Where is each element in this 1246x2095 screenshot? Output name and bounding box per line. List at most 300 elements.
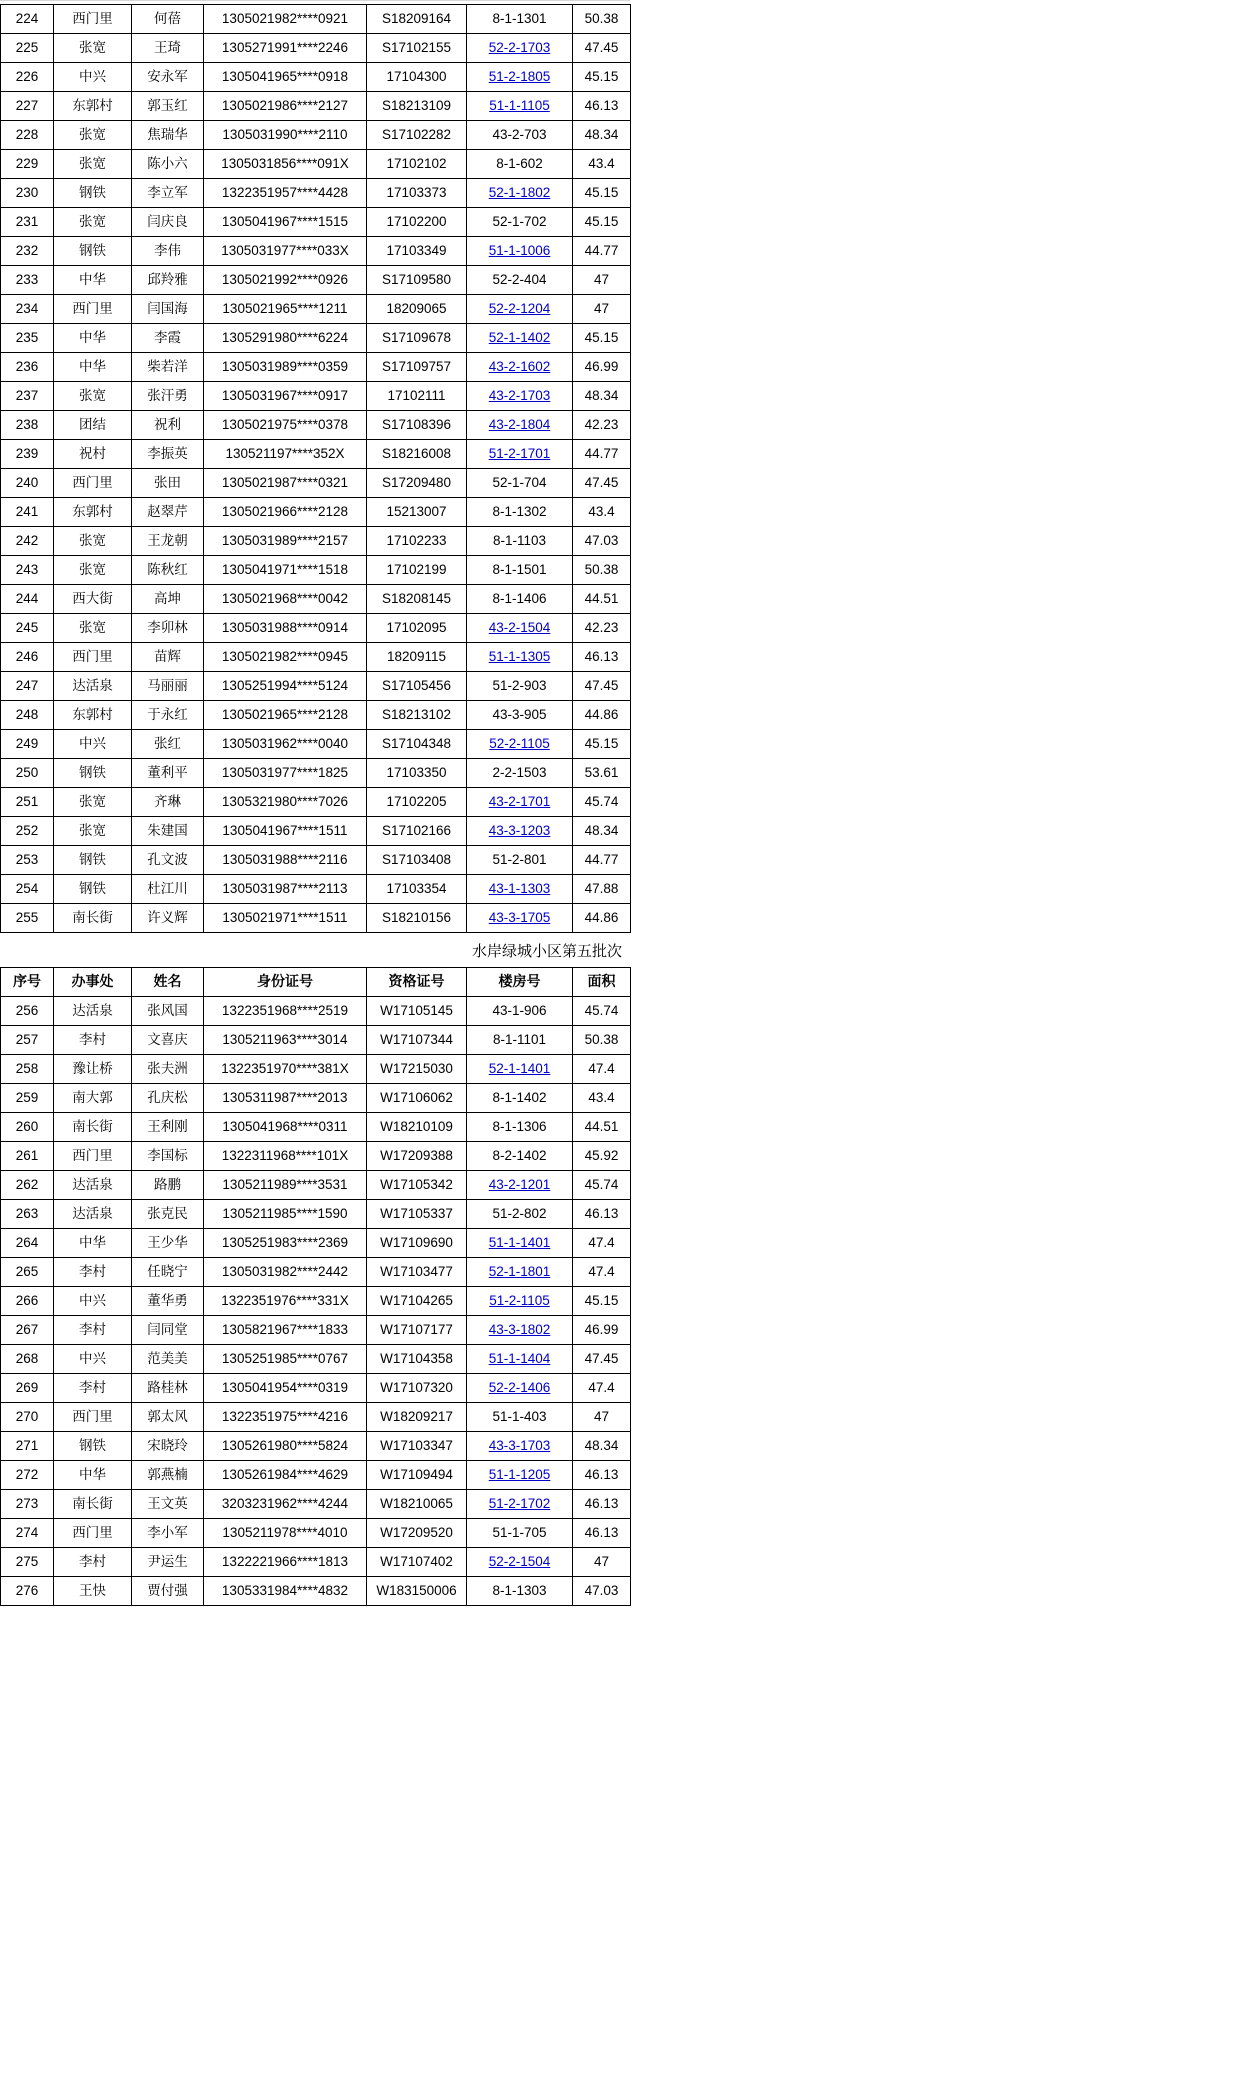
- cell-idx: 266: [1, 1287, 54, 1316]
- cell-name: 朱建国: [132, 817, 204, 846]
- table-row: [1, 1084, 631, 1113]
- table-row: [1, 1345, 631, 1374]
- cell-cert: 17103354: [367, 875, 467, 904]
- cell-name: 赵翠芹: [132, 498, 204, 527]
- cell-id: 1305041965****0918: [204, 63, 367, 92]
- cell-area: 50.38: [573, 556, 631, 585]
- cell-office: 李村: [54, 1316, 132, 1345]
- cell-office: 西门里: [54, 5, 132, 34]
- building-number-link[interactable]: 52-1-1802: [488, 184, 551, 200]
- cell-area: 42.23: [573, 411, 631, 440]
- cell-name: 任晓宁: [132, 1258, 204, 1287]
- building-number-link[interactable]: 52-2-1504: [488, 1553, 551, 1569]
- cell-cert: S17102166: [367, 817, 467, 846]
- table-row: [1, 672, 631, 701]
- building-number-link[interactable]: 43-2-1701: [488, 793, 551, 809]
- cell-idx: 238: [1, 411, 54, 440]
- cell-id: 1305031962****0040: [204, 730, 367, 759]
- cell-area: 50.38: [573, 5, 631, 34]
- cell-area: 45.15: [573, 324, 631, 353]
- cell-name: 王文英: [132, 1490, 204, 1519]
- cell-area: 43.4: [573, 1084, 631, 1113]
- building-number-link[interactable]: 51-1-1205: [488, 1466, 551, 1482]
- cell-area: 46.13: [573, 1519, 631, 1548]
- cell-id: 1305021982****0921: [204, 5, 367, 34]
- cell-area: 53.61: [573, 759, 631, 788]
- table-row: [1, 1490, 631, 1519]
- cell-office: 祝村: [54, 440, 132, 469]
- cell-idx: 263: [1, 1200, 54, 1229]
- cell-office: 中华: [54, 324, 132, 353]
- building-number-link[interactable]: 52-1-1401: [488, 1060, 551, 1076]
- cell-idx: 232: [1, 237, 54, 266]
- column-header-office: 办事处: [54, 968, 132, 997]
- cell-name: 张汗勇: [132, 382, 204, 411]
- cell-bldg[interactable]: [467, 1171, 573, 1200]
- cell-id: 1305021971****1511: [204, 904, 367, 933]
- cell-cert: W17105337: [367, 1200, 467, 1229]
- cell-idx: 244: [1, 585, 54, 614]
- cell-name: 于永红: [132, 701, 204, 730]
- cell-id: 1305211989****3531: [204, 1171, 367, 1200]
- cell-bldg[interactable]: [467, 1229, 573, 1258]
- table-row: [1, 788, 631, 817]
- cell-office: 达活泉: [54, 1200, 132, 1229]
- cell-idx: 231: [1, 208, 54, 237]
- cell-id: 1305041968****0311: [204, 1113, 367, 1142]
- table-one-section: [0, 4, 630, 933]
- cell-name: 张红: [132, 730, 204, 759]
- cell-idx: 254: [1, 875, 54, 904]
- cell-bldg: 8-1-1103: [467, 527, 573, 556]
- building-number-link[interactable]: 51-2-1701: [488, 445, 551, 461]
- cell-area: 45.15: [573, 1287, 631, 1316]
- cell-id: 1305021966****2128: [204, 498, 367, 527]
- cell-office: 中华: [54, 266, 132, 295]
- cell-bldg[interactable]: [467, 1548, 573, 1577]
- cell-name: 王少华: [132, 1229, 204, 1258]
- cell-office: 西门里: [54, 643, 132, 672]
- cell-cert: W17105145: [367, 997, 467, 1026]
- cell-bldg: 8-2-1402: [467, 1142, 573, 1171]
- cell-idx: 256: [1, 997, 54, 1026]
- table-row: [1, 1461, 631, 1490]
- cell-id: 1305031990****2110: [204, 121, 367, 150]
- cell-area: 44.77: [573, 440, 631, 469]
- cell-bldg[interactable]: [467, 1287, 573, 1316]
- building-number-link[interactable]: 51-2-1805: [488, 68, 551, 84]
- allocation-table-first: [0, 4, 631, 933]
- building-number-link[interactable]: 43-2-1804: [488, 416, 551, 432]
- cell-office: 钢铁: [54, 1432, 132, 1461]
- cell-cert: S17103408: [367, 846, 467, 875]
- table-row: [1, 179, 631, 208]
- cell-bldg: 51-2-802: [467, 1200, 573, 1229]
- cell-id: 1305331984****4832: [204, 1577, 367, 1606]
- cell-bldg[interactable]: [467, 1055, 573, 1084]
- cell-name: 李霞: [132, 324, 204, 353]
- cell-cert: 17103350: [367, 759, 467, 788]
- cell-office: 西门里: [54, 295, 132, 324]
- table-row: [1, 295, 631, 324]
- cell-cert: W17104265: [367, 1287, 467, 1316]
- cell-name: 李振英: [132, 440, 204, 469]
- cell-name: 董华勇: [132, 1287, 204, 1316]
- building-number-link[interactable]: 51-2-1702: [488, 1495, 551, 1511]
- cell-name: 安永军: [132, 63, 204, 92]
- table-row: [1, 1258, 631, 1287]
- table-row: [1, 730, 631, 759]
- cell-area: 47.4: [573, 1374, 631, 1403]
- cell-bldg: 8-1-602: [467, 150, 573, 179]
- table-row: [1, 324, 631, 353]
- cell-name: 王龙朝: [132, 527, 204, 556]
- cell-area: 45.74: [573, 788, 631, 817]
- cell-idx: 250: [1, 759, 54, 788]
- building-number-link[interactable]: 51-1-1006: [488, 242, 551, 258]
- cell-cert: 17102095: [367, 614, 467, 643]
- cell-cert: W17215030: [367, 1055, 467, 1084]
- cell-bldg[interactable]: [467, 904, 573, 933]
- cell-idx: 249: [1, 730, 54, 759]
- table-row: [1, 875, 631, 904]
- cell-area: 44.86: [573, 904, 631, 933]
- cell-area: 44.77: [573, 237, 631, 266]
- cell-id: 1305031988****2116: [204, 846, 367, 875]
- cell-cert: W17104358: [367, 1345, 467, 1374]
- cell-bldg[interactable]: [467, 63, 573, 92]
- cell-office: 南长街: [54, 1490, 132, 1519]
- cell-office: 李村: [54, 1374, 132, 1403]
- table-row: [1, 121, 631, 150]
- table-row: [1, 382, 631, 411]
- cell-area: 48.34: [573, 121, 631, 150]
- cell-idx: 239: [1, 440, 54, 469]
- table-row: [1, 63, 631, 92]
- cell-name: 邱羚雅: [132, 266, 204, 295]
- cell-cert: 17102200: [367, 208, 467, 237]
- cell-area: 46.99: [573, 353, 631, 382]
- table-row: [1, 1055, 631, 1084]
- cell-cert: 17103349: [367, 237, 467, 266]
- cell-bldg[interactable]: [467, 614, 573, 643]
- table-row: [1, 817, 631, 846]
- table-row: [1, 1287, 631, 1316]
- table-row: [1, 1519, 631, 1548]
- cell-cert: W17105342: [367, 1171, 467, 1200]
- table-row: [1, 1548, 631, 1577]
- cell-id: 1305251983****2369: [204, 1229, 367, 1258]
- section-title-band: [0, 933, 630, 967]
- cell-idx: 259: [1, 1084, 54, 1113]
- cell-office: 南长街: [54, 1113, 132, 1142]
- cell-office: 张宽: [54, 208, 132, 237]
- cell-idx: 227: [1, 92, 54, 121]
- cell-bldg[interactable]: [467, 643, 573, 672]
- cell-id: 1322351957****4428: [204, 179, 367, 208]
- cell-id: 1305041967****1511: [204, 817, 367, 846]
- building-number-link[interactable]: 52-1-1402: [488, 329, 551, 345]
- cell-bldg[interactable]: [467, 1316, 573, 1345]
- cell-bldg[interactable]: [467, 1345, 573, 1374]
- table-one-body: [1, 5, 631, 933]
- cell-name: 范美美: [132, 1345, 204, 1374]
- cell-area: 47.4: [573, 1258, 631, 1287]
- cell-name: 高坤: [132, 585, 204, 614]
- table-row: [1, 150, 631, 179]
- cell-cert: W17209388: [367, 1142, 467, 1171]
- cell-office: 李村: [54, 1548, 132, 1577]
- cell-area: 48.34: [573, 382, 631, 411]
- cell-bldg[interactable]: [467, 411, 573, 440]
- cell-id: 1305021992****0926: [204, 266, 367, 295]
- cell-idx: 246: [1, 643, 54, 672]
- cell-bldg[interactable]: [467, 382, 573, 411]
- cell-id: 1305031982****2442: [204, 1258, 367, 1287]
- cell-bldg[interactable]: [467, 237, 573, 266]
- cell-id: 1305031988****0914: [204, 614, 367, 643]
- cell-bldg[interactable]: [467, 295, 573, 324]
- building-number-link[interactable]: 43-2-1602: [488, 358, 551, 374]
- cell-area: 44.51: [573, 1113, 631, 1142]
- table-row: [1, 1432, 631, 1461]
- cell-id: 1305321980****7026: [204, 788, 367, 817]
- table-row: [1, 353, 631, 382]
- cell-office: 张宽: [54, 556, 132, 585]
- cell-bldg[interactable]: [467, 1258, 573, 1287]
- table-row: [1, 556, 631, 585]
- cell-office: 中兴: [54, 1345, 132, 1374]
- cell-cert: S17105456: [367, 672, 467, 701]
- cell-cert: S17104348: [367, 730, 467, 759]
- cell-cert: W17109494: [367, 1461, 467, 1490]
- cell-area: 47.88: [573, 875, 631, 904]
- cell-area: 47.45: [573, 469, 631, 498]
- cell-office: 张宽: [54, 150, 132, 179]
- cell-bldg: 51-2-903: [467, 672, 573, 701]
- cell-area: 46.13: [573, 1200, 631, 1229]
- cell-area: 47.4: [573, 1055, 631, 1084]
- table-two-head: [1, 968, 631, 997]
- cell-bldg[interactable]: [467, 875, 573, 904]
- cell-id: 1305271991****2246: [204, 34, 367, 63]
- cell-id: 1305251985****0767: [204, 1345, 367, 1374]
- cell-area: 44.51: [573, 585, 631, 614]
- building-number-link[interactable]: 43-3-1203: [488, 822, 551, 838]
- cell-bldg[interactable]: [467, 179, 573, 208]
- table-row: [1, 237, 631, 266]
- cell-name: 李伟: [132, 237, 204, 266]
- table-row: [1, 759, 631, 788]
- cell-idx: 233: [1, 266, 54, 295]
- cell-office: 中华: [54, 1229, 132, 1258]
- cell-bldg[interactable]: [467, 1432, 573, 1461]
- cell-cert: W17107402: [367, 1548, 467, 1577]
- cell-cert: S18209164: [367, 5, 467, 34]
- cell-idx: 226: [1, 63, 54, 92]
- building-number-link[interactable]: 52-2-1204: [488, 300, 551, 316]
- cell-bldg[interactable]: [467, 1461, 573, 1490]
- table-row: [1, 1171, 631, 1200]
- cell-id: 1305031989****0359: [204, 353, 367, 382]
- cell-id: 1305021965****1211: [204, 295, 367, 324]
- cell-bldg: 8-1-1306: [467, 1113, 573, 1142]
- cell-id: 1305021968****0042: [204, 585, 367, 614]
- cell-name: 宋晓玲: [132, 1432, 204, 1461]
- cell-id: 1305031856****091X: [204, 150, 367, 179]
- cell-name: 王利刚: [132, 1113, 204, 1142]
- cell-cert: 17102102: [367, 150, 467, 179]
- cell-name: 杜江川: [132, 875, 204, 904]
- table-row: [1, 411, 631, 440]
- cell-name: 李国标: [132, 1142, 204, 1171]
- cell-office: 张宽: [54, 34, 132, 63]
- cell-area: 42.23: [573, 614, 631, 643]
- building-number-link[interactable]: 43-1-1303: [488, 880, 551, 896]
- table-two-section: [0, 967, 630, 1606]
- cell-bldg[interactable]: [467, 353, 573, 382]
- cell-office: 李村: [54, 1026, 132, 1055]
- cell-area: 47.4: [573, 1229, 631, 1258]
- cell-id: 1305021986****2127: [204, 92, 367, 121]
- cell-office: 钢铁: [54, 237, 132, 266]
- cell-idx: 269: [1, 1374, 54, 1403]
- building-number-link[interactable]: 43-2-1703: [488, 387, 551, 403]
- cell-id: 1305031977****033X: [204, 237, 367, 266]
- cell-id: 1305031989****2157: [204, 527, 367, 556]
- cell-idx: 241: [1, 498, 54, 527]
- cell-office: 中华: [54, 1461, 132, 1490]
- table-row: [1, 527, 631, 556]
- cell-bldg[interactable]: [467, 730, 573, 759]
- cell-bldg[interactable]: [467, 788, 573, 817]
- building-number-link[interactable]: 51-1-1305: [488, 648, 551, 664]
- cell-name: 李立军: [132, 179, 204, 208]
- cell-office: 西门里: [54, 469, 132, 498]
- building-number-link[interactable]: 43-3-1703: [488, 1437, 551, 1453]
- cell-idx: 248: [1, 701, 54, 730]
- cell-name: 张克民: [132, 1200, 204, 1229]
- cell-id: 1305821967****1833: [204, 1316, 367, 1345]
- cell-office: 东郭村: [54, 498, 132, 527]
- cell-name: 董利平: [132, 759, 204, 788]
- cell-bldg[interactable]: [467, 92, 573, 121]
- cell-name: 孔庆松: [132, 1084, 204, 1113]
- cell-office: 南长街: [54, 904, 132, 933]
- cell-bldg[interactable]: [467, 817, 573, 846]
- cell-idx: 274: [1, 1519, 54, 1548]
- building-number-link[interactable]: 43-2-1201: [488, 1176, 551, 1192]
- table-row: [1, 1374, 631, 1403]
- cell-area: 50.38: [573, 1026, 631, 1055]
- building-number-link[interactable]: 43-3-1802: [488, 1321, 551, 1337]
- cell-bldg[interactable]: [467, 1490, 573, 1519]
- cell-id: 1305041967****1515: [204, 208, 367, 237]
- building-number-link[interactable]: 51-1-1404: [488, 1350, 551, 1366]
- cell-name: 李小军: [132, 1519, 204, 1548]
- cell-idx: 228: [1, 121, 54, 150]
- building-number-link[interactable]: 51-2-1105: [489, 1292, 550, 1308]
- building-number-link[interactable]: 43-3-1705: [488, 909, 551, 925]
- table-row: [1, 498, 631, 527]
- cell-id: 1305251994****5124: [204, 672, 367, 701]
- cell-cert: 17103373: [367, 179, 467, 208]
- cell-bldg[interactable]: [467, 1374, 573, 1403]
- cell-office: 团结: [54, 411, 132, 440]
- cell-idx: 260: [1, 1113, 54, 1142]
- cell-cert: S17102155: [367, 34, 467, 63]
- column-header-name: 姓名: [132, 968, 204, 997]
- cell-bldg: 8-1-1101: [467, 1026, 573, 1055]
- building-number-link[interactable]: 52-1-1801: [488, 1263, 551, 1279]
- cell-area: 45.92: [573, 1142, 631, 1171]
- cell-cert: W17107320: [367, 1374, 467, 1403]
- table-row: [1, 614, 631, 643]
- cell-name: 焦瑞华: [132, 121, 204, 150]
- cell-idx: 257: [1, 1026, 54, 1055]
- cell-bldg[interactable]: [467, 34, 573, 63]
- cell-office: 张宽: [54, 817, 132, 846]
- cell-area: 43.4: [573, 498, 631, 527]
- cell-cert: W17103347: [367, 1432, 467, 1461]
- cell-bldg[interactable]: [467, 324, 573, 353]
- cell-office: 西门里: [54, 1403, 132, 1432]
- cell-id: 1305291980****6224: [204, 324, 367, 353]
- cell-office: 中兴: [54, 63, 132, 92]
- building-number-link[interactable]: 51-1-1401: [488, 1234, 551, 1250]
- cell-area: 44.86: [573, 701, 631, 730]
- cell-bldg: 43-1-906: [467, 997, 573, 1026]
- cell-id: 1305261980****5824: [204, 1432, 367, 1461]
- building-number-link[interactable]: 52-2-1703: [488, 39, 551, 55]
- cell-area: 45.15: [573, 208, 631, 237]
- building-number-link[interactable]: 51-1-1105: [489, 97, 550, 113]
- table-row: [1, 997, 631, 1026]
- cell-bldg[interactable]: [467, 440, 573, 469]
- cell-area: 47: [573, 1403, 631, 1432]
- cell-idx: 273: [1, 1490, 54, 1519]
- cell-cert: 17102233: [367, 527, 467, 556]
- cell-office: 钢铁: [54, 759, 132, 788]
- cell-idx: 224: [1, 5, 54, 34]
- table-row: [1, 440, 631, 469]
- building-number-link[interactable]: 52-2-1105: [489, 735, 550, 751]
- cell-id: 1305031987****2113: [204, 875, 367, 904]
- allocation-table-second: [0, 967, 631, 1606]
- cell-office: 达活泉: [54, 1171, 132, 1200]
- cell-bldg: 43-3-905: [467, 701, 573, 730]
- cell-office: 张宽: [54, 527, 132, 556]
- cell-office: 西门里: [54, 1142, 132, 1171]
- cell-name: 尹运生: [132, 1548, 204, 1577]
- cell-area: 47.45: [573, 1345, 631, 1374]
- building-number-link[interactable]: 43-2-1504: [488, 619, 551, 635]
- cell-id: 1305021987****0321: [204, 469, 367, 498]
- cell-idx: 252: [1, 817, 54, 846]
- table-row: [1, 34, 631, 63]
- cell-id: 1305021975****0378: [204, 411, 367, 440]
- cell-name: 路桂林: [132, 1374, 204, 1403]
- cell-area: 48.34: [573, 817, 631, 846]
- cell-idx: 229: [1, 150, 54, 179]
- cell-cert: S18213102: [367, 701, 467, 730]
- cell-cert: S17108396: [367, 411, 467, 440]
- building-number-link[interactable]: 52-2-1406: [488, 1379, 551, 1395]
- cell-name: 张风国: [132, 997, 204, 1026]
- cell-office: 张宽: [54, 121, 132, 150]
- table-row: [1, 1026, 631, 1055]
- cell-cert: 17102205: [367, 788, 467, 817]
